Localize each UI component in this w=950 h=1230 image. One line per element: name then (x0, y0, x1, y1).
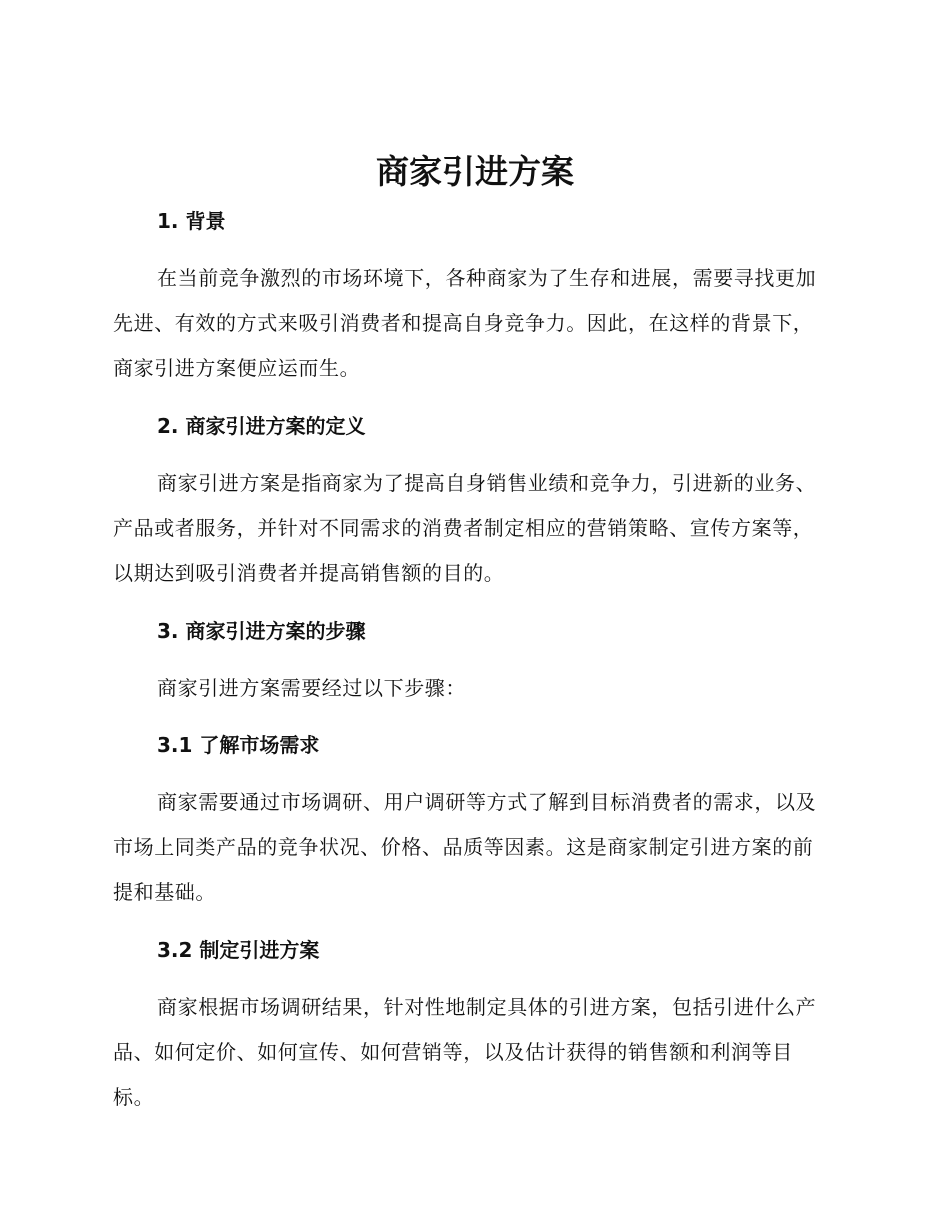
section-heading-steps: 3. 商家引进方案的步骤 (157, 619, 366, 643)
section-paragraph-steps: 商家引进方案需要经过以下步骤： (157, 676, 466, 700)
section-heading-make-plan: 3.2 制定引进方案 (157, 938, 320, 962)
section-heading-background: 1. 背景 (157, 209, 226, 233)
section-heading-definition: 2. 商家引进方案的定义 (157, 414, 366, 438)
section-heading-market-demand: 3.1 了解市场需求 (157, 733, 320, 757)
section-paragraph-definition: 商家引进方案是指商家为了提高自身销售业绩和竞争力，引进新的业务、产品或者服务，并针对不同需求的消费者制定相应的营销策略、宣传方案等，以期达到吸引消费者并提高销售额的目的。 (113, 471, 817, 585)
section-paragraph-make-plan: 商家根据市场调研结果，针对性地制定具体的引进方案，包括引进什么产品、如何定价、如何宣传、如何营销等，以及估计获得的销售额和利润等目标。 (113, 995, 817, 1109)
document-title: 商家引进方案 (376, 152, 574, 191)
section-paragraph-background: 在当前竞争激烈的市场环境下，各种商家为了生存和进展，需要寻找更加先进、有效的方式来吸引消费者和提高自身竞争力。因此，在这样的背景下，商家引进方案便应运而生。 (113, 266, 817, 380)
section-paragraph-market-demand: 商家需要通过市场调研、用户调研等方式了解到目标消费者的需求，以及市场上同类产品的竞争状况、价格、品质等因素。这是商家制定引进方案的前提和基础。 (113, 790, 817, 904)
